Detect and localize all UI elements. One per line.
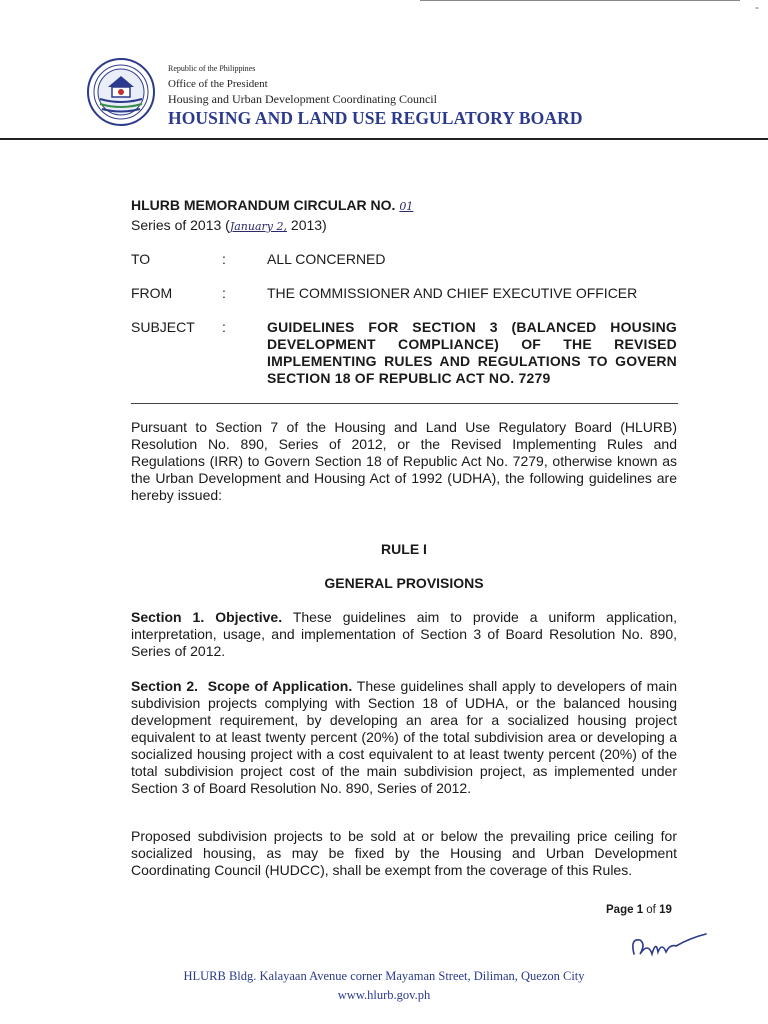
memo-series-prefix: Series of 2013 (: [131, 217, 230, 233]
section-divider: [131, 403, 678, 404]
section-1-paragraph: Section 1. Objective. These guidelines aim to provide a uniform application, interpretation, usage, and implementation of Section 3 of Board Resolution No. 890, Series of 2012.: [131, 609, 677, 659]
to-label: TO: [131, 251, 151, 267]
section-1-label: Section 1: [131, 609, 201, 625]
rule-title: GENERAL PROVISIONS: [324, 575, 484, 591]
footer-website[interactable]: www.hlurb.gov.ph: [337, 988, 431, 1002]
section-2-text: These guidelines shall apply to developers of main subdivision projects complying with Section 18 of UDHA, or the balanced housing development requirement, by developing an area for a socialized housing project equivalent to at least twenty percent (20%) of the total subdivision area or developing a socialized housing project with a cost equivalent to at least twenty percent (20%) of the total subdivision project cost of the main subdivision project, as implemented under Section 3 of Board Resolution No. 890, Series of 2012.: [131, 678, 677, 796]
page-total: 19: [659, 904, 672, 916]
from-colon: :: [222, 285, 226, 301]
from-label: FROM: [131, 285, 173, 301]
memo-date-handwritten: January 2,: [229, 220, 288, 233]
footer-address: HLURB Bldg. Kalayaan Avenue corner Mayaman Street, Diliman, Quezon City: [183, 969, 585, 983]
letterhead-country: Republic of the Philippines: [168, 64, 256, 73]
page-current: 1: [636, 904, 644, 916]
scan-edge-mark: -: [755, 0, 759, 14]
letterhead-office: Office of the President: [168, 78, 268, 90]
page-number: Page 1 of 19: [606, 904, 672, 916]
rule-heading: RULE I: [381, 541, 427, 557]
memo-title: HLURB MEMORANDUM CIRCULAR NO.: [131, 197, 396, 213]
letterhead: [168, 64, 583, 128]
letterhead-council: Housing and Urban Development Coordinating Council: [168, 92, 437, 106]
subject-label: SUBJECT: [131, 319, 195, 335]
section-1-text: These guidelines aim to provide a uniform application, interpretation, usage, and implementation of Section 3 of Board Resolution No. 890, Series of 2012.: [131, 609, 677, 659]
signature-initials: [628, 924, 708, 964]
memo-heading: [131, 196, 413, 236]
intro-paragraph: Pursuant to Section 7 of the Housing and Land Use Regulatory Board (HLURB) Resolution No. 890, Series of 2012, or the Revised Implementing Rules and Regulations (IRR) to Govern Section 18 of Republic Act No. 7279, otherwise known as the Urban Development and Housing Act of 1992 (UDHA), the following guidelines are hereby issued:: [131, 419, 677, 503]
letterhead-divider: [0, 138, 768, 140]
hlurb-seal-icon: [86, 57, 156, 127]
exemption-paragraph: Proposed subdivision projects to be sold at or below the prevailing price ceiling for socialized housing, as may be fixed by the Housing and Urban Development Coordinating Council (HUDCC), shall be exempt from the coverage of this Rules.: [131, 828, 677, 878]
section-1-title: Objective.: [215, 609, 283, 625]
to-value: ALL CONCERNED: [267, 251, 386, 267]
section-2-label: Section 2.: [131, 678, 199, 694]
to-colon: :: [222, 251, 226, 267]
memo-number-handwritten: 01: [399, 200, 414, 213]
letterhead-agency: HOUSING AND LAND USE REGULATORY BOARD: [168, 108, 583, 128]
from-value: THE COMMISSIONER AND CHIEF EXECUTIVE OFFICER: [267, 285, 638, 301]
memo-series-suffix: 2013): [287, 217, 327, 233]
section-2-paragraph: [131, 678, 677, 797]
subject-colon: :: [222, 319, 226, 335]
scan-edge-line: [420, 0, 740, 1]
subject-value: GUIDELINES FOR SECTION 3 (BALANCED HOUSING DEVELOPMENT COMPLIANCE) OF THE REVISED IMPLEMENTING RULES AND REGULATIONS TO GOVERN SECTION 18 OF REPUBLIC ACT NO. 7279: [267, 319, 677, 386]
section-2-title: Scope of Application.: [207, 678, 353, 694]
